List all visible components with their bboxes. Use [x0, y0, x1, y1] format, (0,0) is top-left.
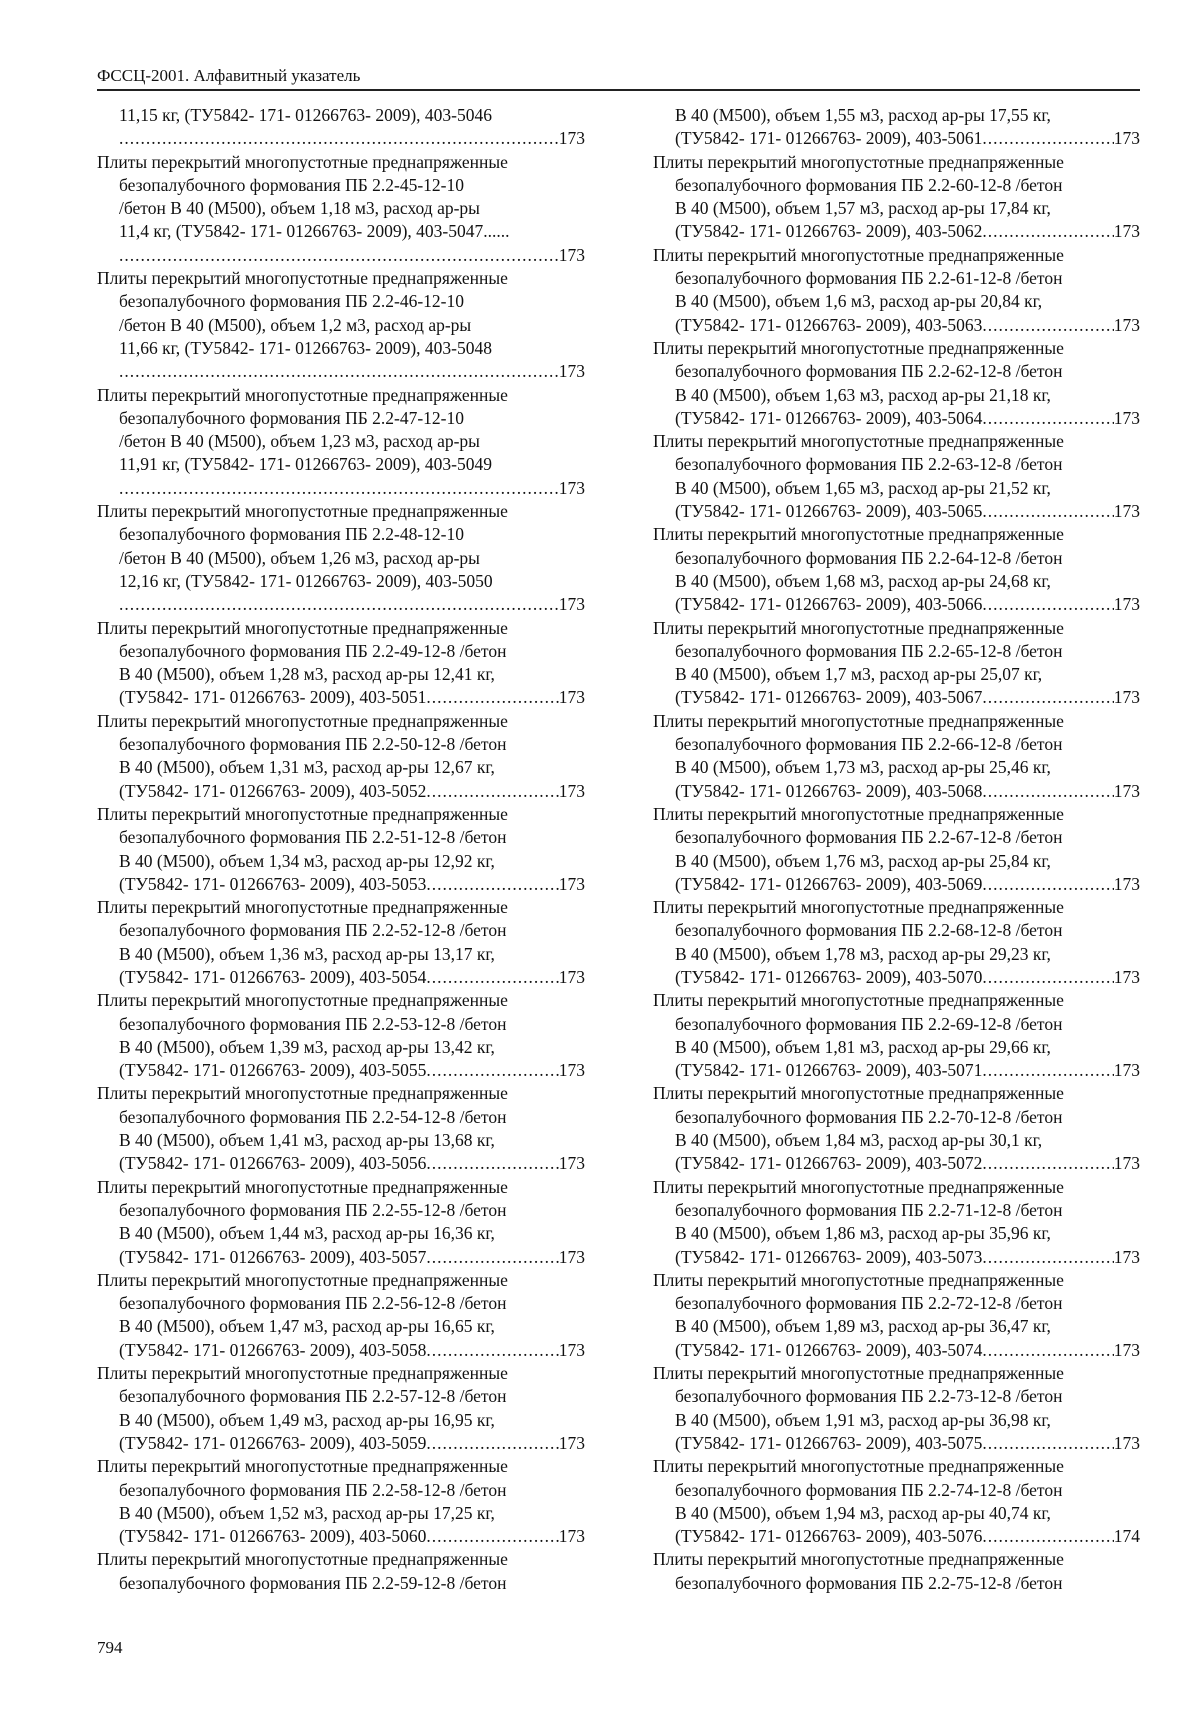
entry-line: безопалубочного формования ПБ 2.2-58-12-8 /бетон [119, 1479, 507, 1500]
entry-line: Плиты перекрытий многопустотные преднапряженные [653, 1363, 1064, 1384]
page-reference: 173 [558, 1432, 585, 1453]
index-column-right [653, 104, 1140, 1595]
index-entry [653, 1455, 1140, 1548]
page-reference: 173 [558, 966, 585, 987]
entry-leader-line [653, 407, 1140, 430]
index-entry [97, 500, 585, 616]
entry-line: В 40 (М500), объем 1,41 м3, расход ар-ры 13,68 кг, [119, 1130, 495, 1151]
entry-line: В 40 (М500), объем 1,78 м3, расход ар-ры 29,23 кг, [675, 943, 1051, 964]
entry-line: 11,91 кг, (ТУ5842- 171- 01266763- 2009), 403-5049 [119, 454, 492, 475]
entry-line: 11,66 кг, (ТУ5842- 171- 01266763- 2009), 403-5048 [119, 337, 492, 358]
running-header: ФССЦ-2001. Алфавитный указатель [97, 66, 1140, 91]
index-entry [653, 104, 1140, 151]
entry-line: (ТУ5842- 171- 01266763- 2009), 403-5066 [675, 594, 983, 615]
dot-leader [982, 873, 1113, 896]
page-reference: 173 [558, 128, 585, 149]
entry-line: Плиты перекрытий многопустотные преднапряженные [653, 617, 1064, 638]
entry-leader-line [653, 686, 1140, 709]
entry-line: безопалубочного формования ПБ 2.2-55-12-8 /бетон [119, 1199, 507, 1220]
dot-leader [426, 1059, 558, 1082]
page-reference: 173 [558, 361, 585, 382]
entry-line: (ТУ5842- 171- 01266763- 2009), 403-5060 [119, 1526, 427, 1547]
entry-leader-line [97, 686, 585, 709]
index-entry [97, 896, 585, 989]
entry-line: (ТУ5842- 171- 01266763- 2009), 403-5076 [675, 1526, 983, 1547]
entry-line: В 40 (М500), объем 1,84 м3, расход ар-ры 30,1 кг, [675, 1130, 1043, 1151]
page-reference: 173 [558, 1526, 585, 1547]
entry-leader-line [97, 127, 585, 150]
dot-leader [982, 127, 1113, 150]
page-reference: 173 [1113, 1432, 1140, 1453]
entry-line: (ТУ5842- 171- 01266763- 2009), 403-5075 [675, 1432, 983, 1453]
page-reference: 173 [558, 1339, 585, 1360]
entry-line: Плиты перекрытий многопустотные преднапряженные [97, 710, 508, 731]
index-entry [97, 803, 585, 896]
page-reference: 173 [1113, 221, 1140, 242]
entry-line: Плиты перекрытий многопустотные преднапряженные [653, 1549, 1064, 1570]
entry-line: В 40 (М500), объем 1,63 м3, расход ар-ры 21,18 кг, [675, 384, 1051, 405]
dot-leader [426, 1525, 558, 1548]
entry-line: (ТУ5842- 171- 01266763- 2009), 403-5063 [675, 314, 983, 335]
entry-leader-line [653, 966, 1140, 989]
entry-line: (ТУ5842- 171- 01266763- 2009), 403-5061 [675, 128, 983, 149]
entry-line: (ТУ5842- 171- 01266763- 2009), 403-5070 [675, 966, 983, 987]
entry-line: 11,15 кг, (ТУ5842- 171- 01266763- 2009), 403-5046 [119, 105, 492, 125]
dot-leader [119, 360, 559, 383]
entry-line: В 40 (М500), объем 1,39 м3, расход ар-ры 13,42 кг, [119, 1036, 495, 1057]
entry-line: В 40 (М500), объем 1,6 м3, расход ар-ры 20,84 кг, [675, 291, 1043, 312]
entry-leader-line [97, 593, 585, 616]
entry-line: безопалубочного формования ПБ 2.2-61-12-8 /бетон [675, 268, 1063, 289]
entry-line: безопалубочного формования ПБ 2.2-56-12-8 /бетон [119, 1293, 507, 1314]
entry-line: Плиты перекрытий многопустотные преднапряженные [97, 1176, 508, 1197]
page-reference: 173 [1113, 1060, 1140, 1081]
entry-line: Плиты перекрытий многопустотные преднапряженные [97, 501, 508, 522]
page-reference: 173 [1113, 128, 1140, 149]
entry-line: Плиты перекрытий многопустотные преднапряженные [97, 617, 508, 638]
entry-line: безопалубочного формования ПБ 2.2-66-12-8 /бетон [675, 734, 1063, 755]
page-reference: 173 [558, 873, 585, 894]
index-entry [653, 244, 1140, 337]
page-reference: 173 [1113, 687, 1140, 708]
page-reference: 173 [558, 594, 585, 615]
entry-line: Плиты перекрытий многопустотные преднапряженные [97, 803, 508, 824]
dot-leader [982, 500, 1113, 523]
entry-line: Плиты перекрытий многопустотные преднапряженные [653, 710, 1064, 731]
entry-line: (ТУ5842- 171- 01266763- 2009), 403-5072 [675, 1153, 983, 1174]
entry-line: В 40 (М500), объем 1,36 м3, расход ар-ры 13,17 кг, [119, 943, 495, 964]
entry-leader-line [653, 873, 1140, 896]
dot-leader [982, 1246, 1113, 1269]
entry-line: безопалубочного формования ПБ 2.2-74-12-8 /бетон [675, 1479, 1063, 1500]
entry-line: В 40 (М500), объем 1,34 м3, расход ар-ры 12,92 кг, [119, 850, 495, 871]
index-entry [97, 151, 585, 267]
entry-line: В 40 (М500), объем 1,52 м3, расход ар-ры 17,25 кг, [119, 1502, 495, 1523]
dot-leader [426, 686, 558, 709]
entry-leader-line [97, 1339, 585, 1362]
entry-line: (ТУ5842- 171- 01266763- 2009), 403-5071 [675, 1060, 983, 1081]
page-reference: 173 [558, 244, 585, 265]
entry-line: 11,4 кг, (ТУ5842- 171- 01266763- 2009), 403-5047...... [119, 221, 510, 242]
dot-leader [982, 1152, 1113, 1175]
page-reference: 174 [1113, 1526, 1140, 1547]
dot-leader [426, 966, 558, 989]
entry-leader-line [97, 477, 585, 500]
index-entry [97, 1548, 585, 1595]
dot-leader [982, 1525, 1113, 1548]
dot-leader [982, 593, 1113, 616]
entry-leader-line [653, 500, 1140, 523]
entry-line: /бетон В 40 (М500), объем 1,18 м3, расход ар-ры [119, 198, 480, 219]
index-entry [653, 430, 1140, 523]
entry-line: В 40 (М500), объем 1,73 м3, расход ар-ры 25,46 кг, [675, 757, 1051, 778]
page-reference: 173 [1113, 966, 1140, 987]
entry-line: В 40 (М500), объем 1,76 м3, расход ар-ры 25,84 кг, [675, 850, 1051, 871]
entry-line: безопалубочного формования ПБ 2.2-65-12-8 /бетон [675, 640, 1063, 661]
entry-line: /бетон В 40 (М500), объем 1,26 м3, расход ар-ры [119, 547, 480, 568]
index-entry [653, 617, 1140, 710]
entry-line: В 40 (М500), объем 1,31 м3, расход ар-ры 12,67 кг, [119, 757, 495, 778]
entry-line: (ТУ5842- 171- 01266763- 2009), 403-5056 [119, 1153, 427, 1174]
page-reference: 173 [1113, 873, 1140, 894]
dot-leader [426, 1339, 558, 1362]
index-entry [653, 803, 1140, 896]
entry-line: Плиты перекрытий многопустотные преднапряженные [97, 897, 508, 918]
entry-line: В 40 (М500), объем 1,89 м3, расход ар-ры 36,47 кг, [675, 1316, 1051, 1337]
entry-line: Плиты перекрытий многопустотные преднапряженные [653, 337, 1064, 358]
dot-leader [426, 1152, 558, 1175]
entry-line: безопалубочного формования ПБ 2.2-51-12-8 /бетон [119, 827, 507, 848]
entry-line: безопалубочного формования ПБ 2.2-67-12-8 /бетон [675, 827, 1063, 848]
dot-leader [982, 1432, 1113, 1455]
page-reference: 173 [558, 780, 585, 801]
entry-line: (ТУ5842- 171- 01266763- 2009), 403-5055 [119, 1060, 427, 1081]
index-entry [97, 104, 585, 151]
entry-line: (ТУ5842- 171- 01266763- 2009), 403-5074 [675, 1339, 983, 1360]
entry-leader-line [653, 1246, 1140, 1269]
entry-line: (ТУ5842- 171- 01266763- 2009), 403-5069 [675, 873, 983, 894]
dot-leader [982, 780, 1113, 803]
entry-line: Плиты перекрытий многопустотные преднапряженные [653, 1269, 1064, 1290]
entry-leader-line [97, 244, 585, 267]
entry-line: безопалубочного формования ПБ 2.2-63-12-8 /бетон [675, 454, 1063, 475]
dot-leader [119, 593, 559, 616]
entry-leader-line [97, 1059, 585, 1082]
entry-line: Плиты перекрытий многопустотные преднапряженные [653, 151, 1064, 172]
entry-line: В 40 (М500), объем 1,57 м3, расход ар-ры 17,84 кг, [675, 198, 1051, 219]
page-reference: 173 [1113, 1339, 1140, 1360]
entry-line: безопалубочного формования ПБ 2.2-70-12-8 /бетон [675, 1106, 1063, 1127]
entry-line: В 40 (М500), объем 1,65 м3, расход ар-ры 21,52 кг, [675, 477, 1051, 498]
entry-line: Плиты перекрытий многопустотные преднапряженные [97, 1456, 508, 1477]
entry-line: (ТУ5842- 171- 01266763- 2009), 403-5062 [675, 221, 983, 242]
entry-line: безопалубочного формования ПБ 2.2-53-12-8 /бетон [119, 1013, 507, 1034]
entry-line: В 40 (М500), объем 1,91 м3, расход ар-ры 36,98 кг, [675, 1409, 1051, 1430]
dot-leader [982, 407, 1113, 430]
index-entry [653, 989, 1140, 1082]
entry-leader-line [97, 780, 585, 803]
dot-leader [426, 1246, 558, 1269]
entry-line: безопалубочного формования ПБ 2.2-71-12-8 /бетон [675, 1199, 1063, 1220]
entry-leader-line [653, 1152, 1140, 1175]
entry-line: Плиты перекрытий многопустотные преднапряженные [653, 803, 1064, 824]
entry-line: Плиты перекрытий многопустотные преднапряженные [653, 431, 1064, 452]
entry-line: Плиты перекрытий многопустотные преднапряженные [653, 1456, 1064, 1477]
entry-line: Плиты перекрытий многопустотные преднапряженные [653, 524, 1064, 545]
page-reference: 173 [1113, 594, 1140, 615]
index-entry [97, 1082, 585, 1175]
entry-line: Плиты перекрытий многопустотные преднапряженные [97, 1083, 508, 1104]
entry-line: безопалубочного формования ПБ 2.2-60-12-8 /бетон [675, 174, 1063, 195]
page-number: 794 [97, 1638, 123, 1657]
entry-line: безопалубочного формования ПБ 2.2-62-12-8 /бетон [675, 361, 1063, 382]
entry-line: 12,16 кг, (ТУ5842- 171- 01266763- 2009), 403-5050 [119, 570, 493, 591]
dot-leader [982, 1059, 1113, 1082]
entry-line: (ТУ5842- 171- 01266763- 2009), 403-5059 [119, 1432, 427, 1453]
entry-line: Плиты перекрытий многопустотные преднапряженные [97, 384, 508, 405]
entry-line: (ТУ5842- 171- 01266763- 2009), 403-5073 [675, 1246, 983, 1267]
entry-line: безопалубочного формования ПБ 2.2-46-12-10 [119, 291, 465, 312]
entry-leader-line [97, 1246, 585, 1269]
index-entry [653, 1362, 1140, 1455]
entry-line: В 40 (М500), объем 1,44 м3, расход ар-ры 16,36 кг, [119, 1223, 495, 1244]
entry-leader-line [653, 127, 1140, 150]
index-entry [97, 267, 585, 383]
entry-line: В 40 (М500), объем 1,81 м3, расход ар-ры 29,66 кг, [675, 1036, 1051, 1057]
page-reference: 173 [558, 477, 585, 498]
index-entry [653, 1548, 1140, 1595]
entry-line: Плиты перекрытий многопустотные преднапряженные [97, 1269, 508, 1290]
index-entry [97, 1362, 585, 1455]
dot-leader [982, 966, 1113, 989]
index-entry [97, 1455, 585, 1548]
entry-line: безопалубочного формования ПБ 2.2-59-12-8 /бетон [119, 1572, 507, 1593]
page-reference: 173 [558, 1246, 585, 1267]
dot-leader [119, 127, 559, 150]
entry-line: В 40 (М500), объем 1,49 м3, расход ар-ры 16,95 кг, [119, 1409, 495, 1430]
entry-line: безопалубочного формования ПБ 2.2-48-12-10 [119, 524, 465, 545]
entry-line: безопалубочного формования ПБ 2.2-52-12-8 /бетон [119, 920, 507, 941]
dot-leader [119, 244, 559, 267]
entry-line: (ТУ5842- 171- 01266763- 2009), 403-5053 [119, 873, 427, 894]
index-entry [97, 710, 585, 803]
entry-line: В 40 (М500), объем 1,7 м3, расход ар-ры 25,07 кг, [675, 664, 1043, 685]
entry-line: В 40 (М500), объем 1,94 м3, расход ар-ры 40,74 кг, [675, 1502, 1051, 1523]
entry-line: (ТУ5842- 171- 01266763- 2009), 403-5067 [675, 687, 983, 708]
entry-line: безопалубочного формования ПБ 2.2-45-12-10 [119, 174, 465, 195]
entry-line: В 40 (М500), объем 1,68 м3, расход ар-ры 24,68 кг, [675, 570, 1051, 591]
entry-leader-line [97, 1432, 585, 1455]
page-reference: 173 [558, 1060, 585, 1081]
entry-line: безопалубочного формования ПБ 2.2-69-12-8 /бетон [675, 1013, 1063, 1034]
dot-leader [426, 780, 558, 803]
index-entry [653, 1269, 1140, 1362]
entry-line: безопалубочного формования ПБ 2.2-64-12-8 /бетон [675, 547, 1063, 568]
entry-leader-line [653, 1059, 1140, 1082]
entry-line: (ТУ5842- 171- 01266763- 2009), 403-5052 [119, 780, 427, 801]
entry-line: (ТУ5842- 171- 01266763- 2009), 403-5064 [675, 407, 983, 428]
entry-line: Плиты перекрытий многопустотные преднапряженные [97, 1549, 508, 1570]
entry-line: безопалубочного формования ПБ 2.2-72-12-8 /бетон [675, 1293, 1063, 1314]
entry-line: Плиты перекрытий многопустотные преднапряженные [97, 151, 508, 172]
dot-leader [119, 477, 559, 500]
entry-line: (ТУ5842- 171- 01266763- 2009), 403-5068 [675, 780, 983, 801]
entry-line: /бетон В 40 (М500), объем 1,2 м3, расход ар-ры [119, 314, 472, 335]
entry-line: безопалубочного формования ПБ 2.2-54-12-8 /бетон [119, 1106, 507, 1127]
entry-line: безопалубочного формования ПБ 2.2-75-12-8 /бетон [675, 1572, 1063, 1593]
entry-leader-line [653, 1339, 1140, 1362]
entry-leader-line [97, 360, 585, 383]
index-entry [653, 1176, 1140, 1269]
entry-line: Плиты перекрытий многопустотные преднапряженные [653, 897, 1064, 918]
entry-line: безопалубочного формования ПБ 2.2-50-12-8 /бетон [119, 734, 507, 755]
index-entry [97, 1269, 585, 1362]
entry-line: безопалубочного формования ПБ 2.2-68-12-8 /бетон [675, 920, 1063, 941]
entry-line: Плиты перекрытий многопустотные преднапряженные [653, 990, 1064, 1011]
index-entry [653, 1082, 1140, 1175]
entry-leader-line [653, 220, 1140, 243]
entry-line: (ТУ5842- 171- 01266763- 2009), 403-5058 [119, 1339, 427, 1360]
index-column-left [97, 104, 585, 1595]
dot-leader [426, 1432, 558, 1455]
entry-line: Плиты перекрытий многопустотные преднапряженные [653, 244, 1064, 265]
index-entry [97, 384, 585, 500]
page-reference: 173 [1113, 314, 1140, 335]
page-reference: 173 [1113, 501, 1140, 522]
index-entry [653, 337, 1140, 430]
page-reference: 173 [558, 687, 585, 708]
entry-leader-line [653, 593, 1140, 616]
entry-line: В 40 (М500), объем 1,55 м3, расход ар-ры 17,55 кг, [675, 105, 1051, 125]
index-entry [653, 710, 1140, 803]
entry-leader-line [653, 314, 1140, 337]
entry-line: В 40 (М500), объем 1,28 м3, расход ар-ры 12,41 кг, [119, 664, 495, 685]
index-entry [653, 896, 1140, 989]
entry-leader-line [97, 966, 585, 989]
entry-line: безопалубочного формования ПБ 2.2-49-12-8 /бетон [119, 640, 507, 661]
page-reference: 173 [1113, 407, 1140, 428]
dot-leader [426, 873, 558, 896]
entry-line: Плиты перекрытий многопустотные преднапряженные [653, 1176, 1064, 1197]
entry-line: Плиты перекрытий многопустотные преднапряженные [97, 990, 508, 1011]
entry-line: Плиты перекрытий многопустотные преднапряженные [97, 268, 508, 289]
entry-leader-line [97, 873, 585, 896]
page-reference: 173 [1113, 1153, 1140, 1174]
entry-line: Плиты перекрытий многопустотные преднапряженные [653, 1083, 1064, 1104]
entry-line: В 40 (М500), объем 1,47 м3, расход ар-ры 16,65 кг, [119, 1316, 495, 1337]
entry-line: (ТУ5842- 171- 01266763- 2009), 403-5051 [119, 687, 427, 708]
dot-leader [982, 220, 1113, 243]
entry-line: безопалубочного формования ПБ 2.2-57-12-8 /бетон [119, 1386, 507, 1407]
index-entry [97, 989, 585, 1082]
entry-line: В 40 (М500), объем 1,86 м3, расход ар-ры 35,96 кг, [675, 1223, 1051, 1244]
entry-line: безопалубочного формования ПБ 2.2-73-12-8 /бетон [675, 1386, 1063, 1407]
entry-line: /бетон В 40 (М500), объем 1,23 м3, расход ар-ры [119, 431, 480, 452]
entry-line: Плиты перекрытий многопустотные преднапряженные [97, 1363, 508, 1384]
entry-leader-line [653, 780, 1140, 803]
page-reference: 173 [1113, 780, 1140, 801]
index-entry [653, 151, 1140, 244]
entry-line: безопалубочного формования ПБ 2.2-47-12-10 [119, 407, 465, 428]
index-entry [97, 617, 585, 710]
entry-leader-line [97, 1525, 585, 1548]
entry-line: (ТУ5842- 171- 01266763- 2009), 403-5057 [119, 1246, 427, 1267]
page-reference: 173 [558, 1153, 585, 1174]
entry-line: (ТУ5842- 171- 01266763- 2009), 403-5065 [675, 501, 983, 522]
dot-leader [982, 1339, 1113, 1362]
dot-leader [982, 314, 1113, 337]
page-reference: 173 [1113, 1246, 1140, 1267]
entry-leader-line [653, 1525, 1140, 1548]
entry-leader-line [97, 1152, 585, 1175]
entry-leader-line [653, 1432, 1140, 1455]
index-entry [653, 523, 1140, 616]
index-entry [97, 1176, 585, 1269]
dot-leader [982, 686, 1113, 709]
entry-line: (ТУ5842- 171- 01266763- 2009), 403-5054 [119, 966, 427, 987]
